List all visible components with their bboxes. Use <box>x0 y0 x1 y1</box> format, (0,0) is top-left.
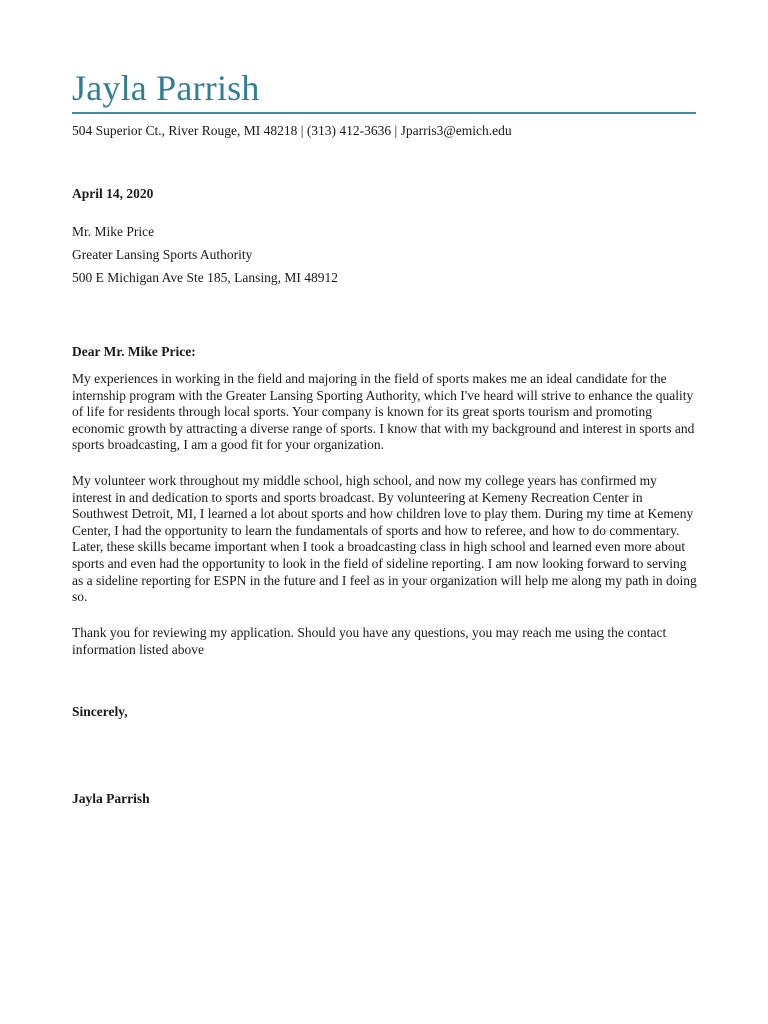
header-divider <box>72 112 696 114</box>
body-paragraph-2: My volunteer work throughout my middle school, high school, and now my college years has confirmed my interest in and dedication to sports and sports broadcast. By volunteering at Kemeny Recreation Center in Southwest Detroit, MI, I learned a lot about sports and how children love to play them. During my time at Kemeny Center, I had the opportunity to learn the fundamentals of sports and how to referee, and how to do commentary. Later, these skills became important when I took a broadcasting class in high school and learned even more about sports and even had the opportunity to look in the field of sideline reporting. I am now looking forward to serving as a sideline reporting for ESPN in the future and I feel as in your organization will help me along my path in doing so. <box>72 473 697 605</box>
recipient-block <box>72 220 338 289</box>
recipient-organization: Greater Lansing Sports Authority <box>72 247 253 262</box>
letter-date: April 14, 2020 <box>72 186 154 201</box>
body-paragraph-1: My experiences in working in the field and majoring in the field of sports makes me an ideal candidate for the internship program with the Greater Lansing Sporting Authority, which I've heard will strive to enhance the quality of life for residents through local sports. Your company is known for its great sports tourism and promoting economic growth by attracting a diverse range of sports. I know that with my background and interest in sports and sports broadcasting, I am a good fit for your organization. <box>72 371 695 453</box>
sender-name: Jayla Parrish <box>72 68 260 108</box>
body-paragraph-3: Thank you for reviewing my application. Should you have any questions, you may reach me using the contact information listed above <box>72 625 667 657</box>
signature-name: Jayla Parrish <box>72 791 150 806</box>
recipient-address: 500 E Michigan Ave Ste 185, Lansing, MI 48912 <box>72 270 338 285</box>
recipient-name: Mr. Mike Price <box>72 224 155 239</box>
closing: Sincerely, <box>72 704 128 719</box>
sender-contact-line: 504 Superior Ct., River Rouge, MI 48218 | (313) 412-3636 | Jparris3@emich.edu <box>72 123 512 138</box>
salutation: Dear Mr. Mike Price: <box>72 344 196 359</box>
